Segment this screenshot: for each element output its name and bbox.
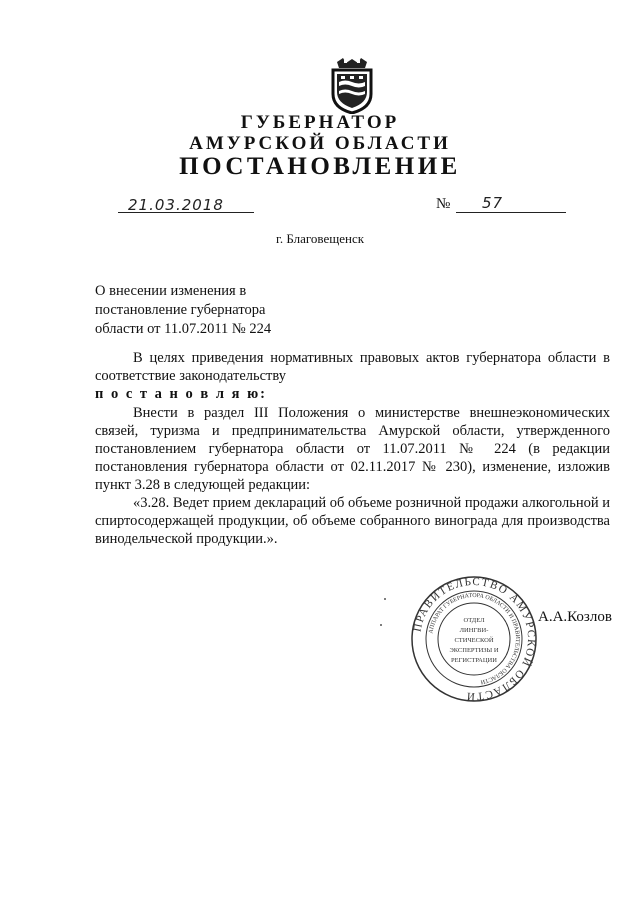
- svg-text:ЭКСПЕРТИЗЫ И: ЭКСПЕРТИЗЫ И: [449, 647, 499, 654]
- header-title-governor: ГУБЕРНАТОР: [240, 112, 400, 133]
- subject-line-2: постановление губернатора: [95, 302, 266, 318]
- decree-word: п о с т а н о в л я ю:: [95, 386, 267, 402]
- clause-paragraph: Внести в раздел III Положения о министерстве внешнеэкономических связей, туризма и предпринимательства Амурской области, утвержденного постановлением губернатора области от 11.07.2011 № 224 (в редакции постановления губернатора области от 02.11.2017 № 230), изменение, изложив пункт 3.28 в следующей редакции:: [95, 405, 610, 493]
- svg-text:АППАРАТ ГУБЕРНАТОРА ОБЛАСТИ И: АППАРАТ ГУБЕРНАТОРА ОБЛАСТИ И ПРАВИТЕЛЬСТВА ОБЛАСТИ: [428, 592, 521, 685]
- document-number: 57: [482, 194, 504, 212]
- svg-text:ПРАВИТЕЛЬСТВО АМУРСКОЙ ОБЛАСТИ: ПРАВИТЕЛЬСТВО АМУРСКОЙ ОБЛАСТИ: [411, 575, 538, 703]
- number-sign: №: [436, 196, 451, 212]
- decree-body: [95, 404, 610, 548]
- signatory-name: А.А.Козлов: [538, 609, 612, 625]
- header-title-region: АМУРСКОЙ ОБЛАСТИ: [189, 133, 451, 154]
- document-date: 21.03.2018: [128, 196, 224, 214]
- svg-text:РЕГИСТРАЦИИ: РЕГИСТРАЦИИ: [451, 657, 497, 664]
- scan-speck: [380, 624, 382, 626]
- document-type-title: ПОСТАНОВЛЕНИЕ: [179, 153, 461, 180]
- coat-of-arms-emblem: [327, 58, 377, 114]
- subject-line-3: области от 11.07.2011 № 224: [95, 321, 272, 337]
- subject-line-1: О внесении изменения в: [95, 283, 247, 299]
- scan-speck: [384, 598, 386, 600]
- svg-text:ОТДЕЛ: ОТДЕЛ: [463, 617, 485, 624]
- document-subject: [95, 282, 335, 339]
- date-underline: [118, 212, 254, 213]
- svg-text:ЛИНГВИ-: ЛИНГВИ-: [459, 627, 489, 634]
- document-city: г. Благовещенск: [275, 231, 365, 246]
- official-seal-stamp: [410, 575, 538, 703]
- preamble-paragraph: В целях приведения нормативных правовых актов губернатора области в соответствие законодательству: [95, 350, 610, 384]
- quote-paragraph: «3.28. Ведет прием деклараций об объеме розничной продажи алкогольной и спиртосодержащей продукции, об объеме собранного винограда для производства винодельческой продукции.».: [95, 495, 610, 547]
- svg-text:СТИЧЕСКОЙ: СТИЧЕСКОЙ: [454, 637, 494, 644]
- number-underline: [456, 212, 566, 213]
